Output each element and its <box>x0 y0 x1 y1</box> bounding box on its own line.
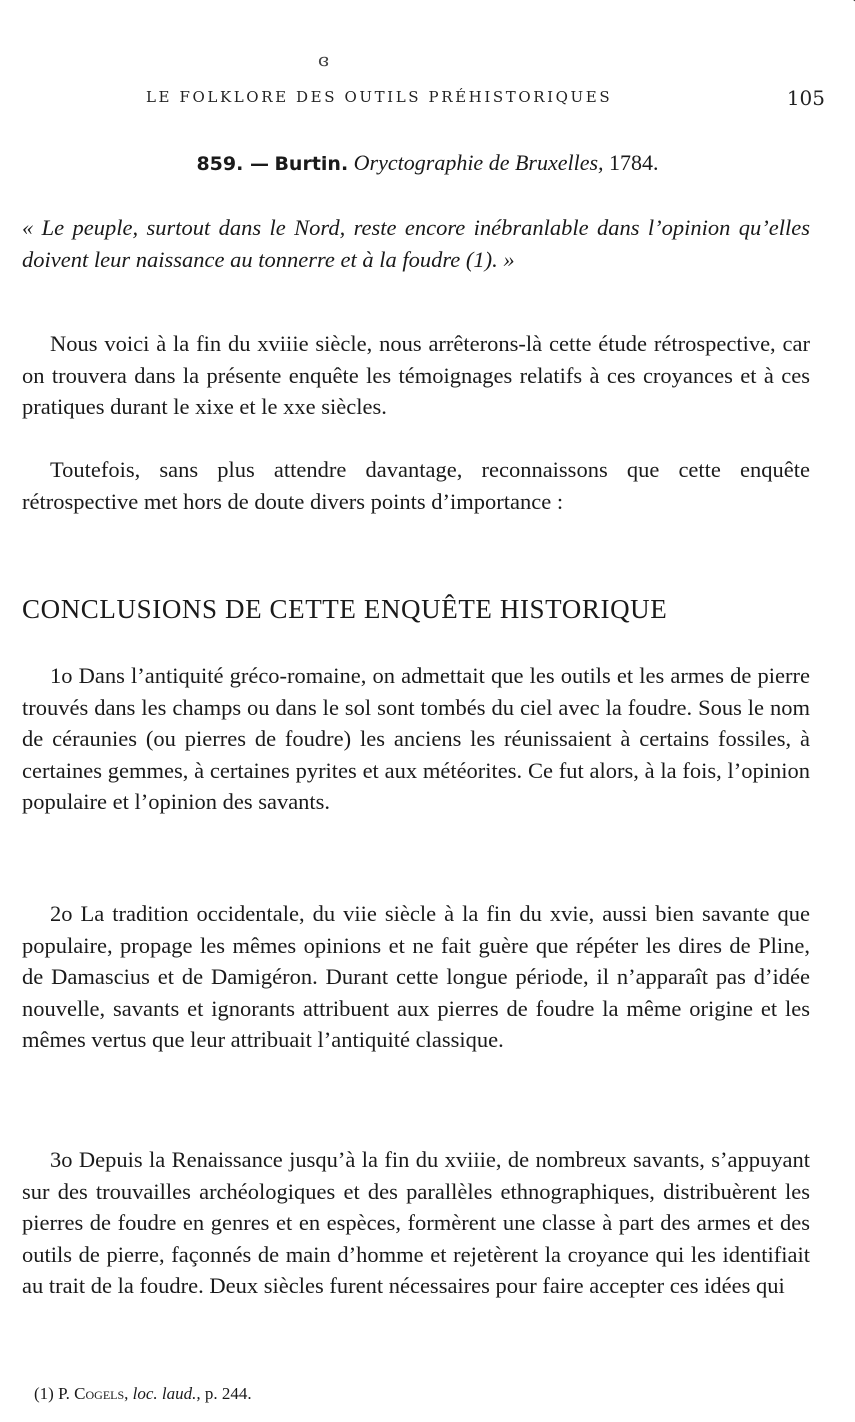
entry-author: Burtin. <box>274 153 349 175</box>
footnote-author: P. Cogels, <box>58 1384 129 1403</box>
section-heading: CONCLUSIONS DE CETTE ENQUÊTE HISTORIQUE <box>22 594 668 624</box>
entry-title: Oryctographie de Bruxelles, <box>353 150 604 175</box>
bibliographic-entry <box>0 150 855 176</box>
scan-corner-mark <box>841 0 855 9</box>
ornament-glyph: ɞ <box>318 50 330 71</box>
quote-paragraph: « Le peuple, surtout dans le Nord, reste encore inébranlable dans l’opinion qu’elles doivent leur naissance au tonnerre et à la foudre (1). » <box>22 215 810 272</box>
footnote-ref: loc. laud., <box>132 1384 201 1403</box>
running-title: LE FOLKLORE DES OUTILS PRÉHISTORIQUES <box>146 88 613 106</box>
conclusion-paragraph: 3o Depuis la Renaissance jusqu’à la fin du xviiie, de nombreux savants, s’appuyant sur des trouvailles archéologiques et des parallèles ethnographiques, distribuèrent les pierres de foudre en genres et en espèces, formèrent une classe à part des armes et des outils de pierre, façonnés de main d’homme et rejetèrent la croyance qui les identifiait au trait de la foudre. Deux siècles furent nécessaires pour faire accepter ces idées qui <box>22 1147 810 1298</box>
footnote-marker: (1) <box>34 1384 54 1403</box>
footnote-page: p. 244. <box>204 1384 252 1403</box>
footnote <box>34 1384 252 1404</box>
page-number: 105 <box>786 86 825 110</box>
entry-year: 1784. <box>609 150 659 175</box>
body-paragraph: Toutefois, sans plus attendre davantage, reconnaissons que cette enquête rétrospective met hors de doute divers points d’importance : <box>22 457 810 514</box>
conclusion-paragraph: 1o Dans l’antiquité gréco-romaine, on admettait que les outils et les armes de pierre trouvés dans les champs ou dans le sol sont tombés du ciel avec la foudre. Sous le nom de céraunies (ou pierres de foudre) les anciens les réunissaient à certains fossiles, à certaines gemmes, à certaines pyrites et aux météorites. Ce fut alors, à la fois, l’opinion populaire et l’opinion des savants. <box>22 663 810 814</box>
body-paragraph: Nous voici à la fin du xviiie siècle, nous arrêterons-là cette étude rétrospective, car on trouvera dans la présente enquête les témoignages relatifs à ces croyances et à ces pratiques durant le xixe et le xxe siècles. <box>22 331 810 419</box>
entry-number: 859. — <box>196 153 269 175</box>
conclusion-paragraph: 2o La tradition occidentale, du viie siècle à la fin du xvie, aussi bien savante que populaire, propage les mêmes opinions et ne fait guère que répéter les dires de Pline, de Damascius et de Damigéron. Durant cette longue période, il n’apparaît pas d’idée nouvelle, savants et ignorants attribuent aux pierres de foudre la même origine et les mêmes vertus que leur attribuait l’antiquité classique. <box>22 901 810 1052</box>
running-header <box>0 86 855 110</box>
